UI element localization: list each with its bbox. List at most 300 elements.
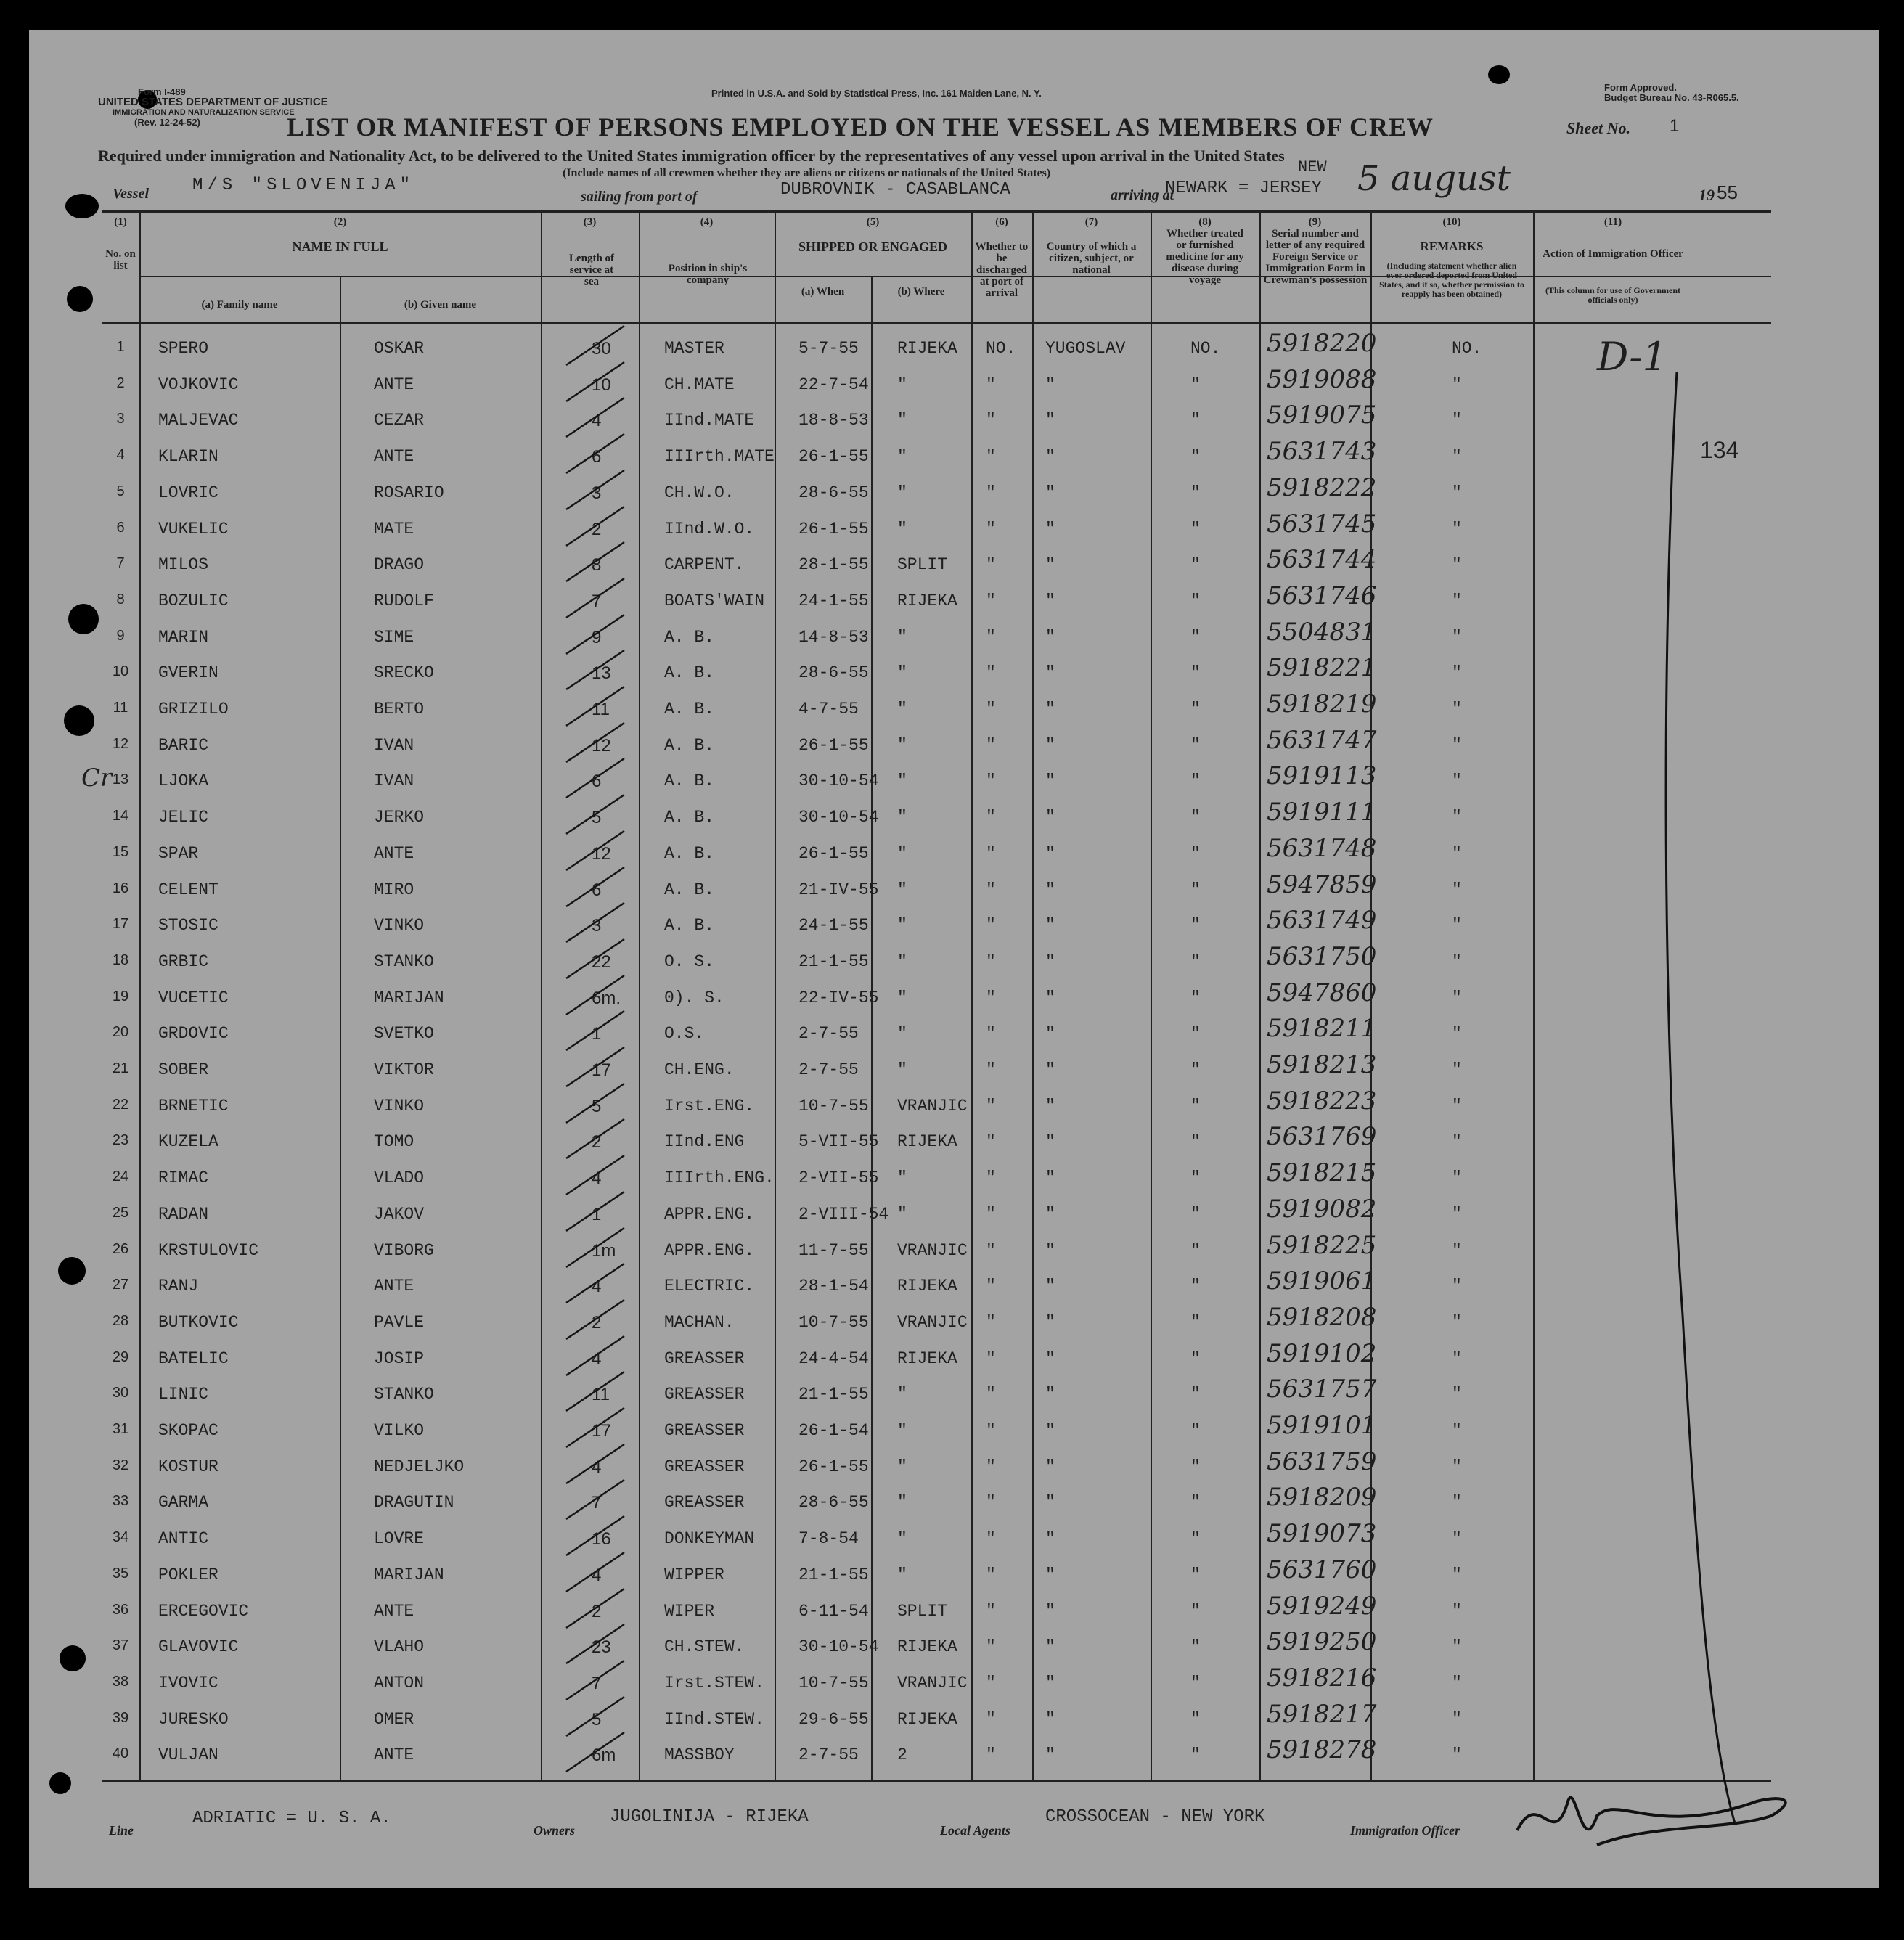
cell-remarks: " bbox=[1452, 375, 1462, 394]
cell-treated: " bbox=[1190, 1745, 1201, 1764]
cell-treated: " bbox=[1190, 880, 1201, 899]
cell-disch: " bbox=[986, 772, 996, 790]
cell-treated: " bbox=[1190, 1349, 1201, 1368]
cell-no: 19 bbox=[112, 989, 129, 1004]
cell-where: RIJEKA bbox=[897, 592, 957, 610]
cell-position: A. B. bbox=[664, 880, 715, 899]
cell-serial: 5918213 bbox=[1267, 1050, 1377, 1079]
col-number: (6) bbox=[995, 216, 1008, 228]
cell-length: 7 bbox=[592, 1493, 602, 1513]
cell-given: VLAHO bbox=[374, 1637, 425, 1656]
printer-note: Printed in U.S.A. and Sold by Statistical Press, Inc. 161 Maiden Lane, N. Y. bbox=[711, 88, 1042, 99]
cell-treated: " bbox=[1190, 1097, 1201, 1116]
cell-given: ROSARIO bbox=[374, 483, 444, 502]
col-rule bbox=[871, 276, 873, 1781]
cell-given: MIRO bbox=[374, 880, 414, 899]
cell-given: VLADO bbox=[374, 1168, 425, 1187]
cell-family: BUTKOVIC bbox=[158, 1313, 239, 1332]
cell-treated: " bbox=[1190, 1205, 1201, 1224]
cell-when: 4-7-55 bbox=[798, 700, 859, 719]
cell-treated: " bbox=[1190, 447, 1201, 466]
cell-no: 26 bbox=[112, 1241, 129, 1257]
cell-family: GRBIC bbox=[158, 952, 209, 971]
cell-treated: " bbox=[1190, 772, 1201, 790]
cell-no: 24 bbox=[112, 1168, 129, 1184]
cell-length: 3 bbox=[592, 483, 602, 503]
cell-when: 18-8-53 bbox=[798, 411, 869, 430]
cell-when: 26-1-55 bbox=[798, 736, 869, 755]
cell-position: Irst.STEW. bbox=[664, 1674, 765, 1693]
cell-where: " bbox=[897, 808, 907, 827]
cell-position: A. B. bbox=[664, 700, 715, 719]
cell-given: IVAN bbox=[374, 736, 414, 755]
cell-position: GREASSER bbox=[664, 1349, 745, 1368]
cell-country: " bbox=[1045, 1132, 1055, 1151]
cell-when: 26-1-55 bbox=[798, 844, 869, 863]
cell-country: " bbox=[1045, 880, 1055, 899]
cell-country: " bbox=[1045, 1168, 1055, 1187]
cell-remarks: " bbox=[1452, 1132, 1462, 1151]
cell-where: " bbox=[897, 1529, 907, 1548]
cell-treated: " bbox=[1190, 1637, 1201, 1656]
cell-family: VUCETIC bbox=[158, 989, 229, 1007]
cell-remarks: " bbox=[1452, 772, 1462, 790]
cell-where: VRANJIC bbox=[897, 1241, 968, 1260]
cell-country: " bbox=[1045, 1710, 1055, 1729]
cell-treated: " bbox=[1190, 663, 1201, 682]
cell-length: 8 bbox=[592, 555, 602, 575]
header-discharged: Whether to be discharged at port of arrival bbox=[975, 241, 1029, 299]
cell-given: DRAGUTIN bbox=[374, 1493, 454, 1512]
cell-treated: " bbox=[1190, 952, 1201, 971]
cell-disch: " bbox=[986, 1493, 996, 1512]
cell-serial: 5918223 bbox=[1267, 1086, 1377, 1116]
cell-serial: 5919102 bbox=[1267, 1339, 1377, 1368]
cell-remarks: " bbox=[1452, 411, 1462, 430]
punch-hole bbox=[65, 194, 99, 218]
cell-where: " bbox=[897, 483, 907, 502]
officer-label: Immigration Officer bbox=[1350, 1823, 1460, 1838]
cell-treated: " bbox=[1190, 989, 1201, 1007]
cell-where: RIJEKA bbox=[897, 1710, 957, 1729]
cell-no: 28 bbox=[112, 1313, 129, 1329]
cell-given: ANTE bbox=[374, 1602, 414, 1621]
owners-value: JUGOLINIJA - RIJEKA bbox=[610, 1807, 809, 1827]
cell-where: " bbox=[897, 772, 907, 790]
cell-remarks: " bbox=[1452, 844, 1462, 863]
cell-serial: 5631745 bbox=[1267, 509, 1377, 539]
cell-where: " bbox=[897, 1421, 907, 1440]
cell-remarks: " bbox=[1452, 1493, 1462, 1512]
cell-no: 3 bbox=[116, 411, 125, 427]
cell-serial: 5918221 bbox=[1267, 653, 1377, 682]
cell-serial: 5631747 bbox=[1267, 726, 1377, 755]
header-given: (b) Given name bbox=[404, 299, 477, 311]
cell-family: KUZELA bbox=[158, 1132, 218, 1151]
cell-remarks: " bbox=[1452, 520, 1462, 539]
cell-country: " bbox=[1045, 1565, 1055, 1584]
cell-length: 5 bbox=[592, 1710, 602, 1730]
vessel-name: M/S "SLOVENIJA" bbox=[192, 176, 415, 195]
cell-when: 10-7-55 bbox=[798, 1313, 869, 1332]
col-rule bbox=[541, 210, 542, 1781]
cell-given: SIME bbox=[374, 628, 414, 647]
sheet-number: 1 bbox=[1670, 116, 1680, 136]
cell-position: DONKEYMAN bbox=[664, 1529, 755, 1548]
cell-when: 30-10-54 bbox=[798, 772, 879, 790]
cell-position: GREASSER bbox=[664, 1457, 745, 1476]
cell-position: APPR.ENG. bbox=[664, 1241, 755, 1260]
cell-length: 1m bbox=[592, 1241, 616, 1261]
cell-disch: " bbox=[986, 663, 996, 682]
cell-where: " bbox=[897, 663, 907, 682]
col-rule bbox=[775, 210, 776, 1781]
cell-no: 17 bbox=[112, 916, 129, 932]
cell-no: 8 bbox=[116, 592, 125, 607]
cell-when: 28-6-55 bbox=[798, 483, 869, 502]
cell-given: STANKO bbox=[374, 1385, 434, 1404]
cell-where: " bbox=[897, 411, 907, 430]
punch-hole bbox=[1488, 65, 1510, 84]
cell-length: 2 bbox=[592, 1602, 602, 1621]
cell-serial: 5631749 bbox=[1267, 906, 1377, 935]
cell-no: 35 bbox=[112, 1565, 129, 1581]
cell-serial: 5919249 bbox=[1267, 1592, 1377, 1621]
col-number: (4) bbox=[700, 216, 714, 228]
cell-disch: " bbox=[986, 952, 996, 971]
cell-disch: " bbox=[986, 1168, 996, 1187]
cell-where: " bbox=[897, 700, 907, 719]
cell-disch: " bbox=[986, 592, 996, 610]
cell-position: CH.STEW. bbox=[664, 1637, 745, 1656]
cell-given: DRAGO bbox=[374, 555, 425, 574]
cell-when: 5-7-55 bbox=[798, 339, 859, 358]
cell-when: 6-11-54 bbox=[798, 1602, 869, 1621]
cell-disch: " bbox=[986, 1205, 996, 1224]
cell-position: MASSBOY bbox=[664, 1745, 735, 1764]
cell-family: STOSIC bbox=[158, 916, 218, 935]
line-value: ADRIATIC = U. S. A. bbox=[192, 1809, 391, 1828]
cell-no: 32 bbox=[112, 1457, 129, 1473]
cell-serial: 5631746 bbox=[1267, 581, 1377, 610]
cell-no: 36 bbox=[112, 1602, 129, 1618]
col-rule bbox=[340, 276, 341, 1781]
header-action: Action of Immigration Officer bbox=[1543, 248, 1683, 260]
cell-remarks: " bbox=[1452, 1745, 1462, 1764]
cell-where: SPLIT bbox=[897, 555, 948, 574]
cell-disch: " bbox=[986, 700, 996, 719]
cell-serial: 5918217 bbox=[1267, 1700, 1377, 1729]
cell-no: 38 bbox=[112, 1674, 129, 1690]
cell-given: CEZAR bbox=[374, 411, 425, 430]
cell-where: " bbox=[897, 1385, 907, 1404]
manifest-sheet bbox=[29, 30, 1879, 1888]
cell-remarks: " bbox=[1452, 880, 1462, 899]
cell-when: 21-IV-55 bbox=[798, 880, 879, 899]
cell-disch: " bbox=[986, 628, 996, 647]
col-number: (2) bbox=[333, 216, 347, 228]
cell-length: 3 bbox=[592, 916, 602, 936]
cell-when: 24-4-54 bbox=[798, 1349, 869, 1368]
cell-length: 4 bbox=[592, 1565, 602, 1585]
cell-treated: " bbox=[1190, 375, 1201, 394]
revision: (Rev. 12-24-52) bbox=[134, 117, 200, 128]
cell-given: JOSIP bbox=[374, 1349, 425, 1368]
cell-family: BOZULIC bbox=[158, 592, 229, 610]
cell-given: ANTE bbox=[374, 375, 414, 394]
punch-hole bbox=[64, 705, 94, 736]
cell-country: " bbox=[1045, 1602, 1055, 1621]
cell-given: ANTE bbox=[374, 447, 414, 466]
cell-given: VIKTOR bbox=[374, 1060, 434, 1079]
cell-serial: 5631759 bbox=[1267, 1447, 1377, 1476]
cell-where: " bbox=[897, 1168, 907, 1187]
cell-no: 23 bbox=[112, 1132, 129, 1148]
cell-when: 28-1-55 bbox=[798, 555, 869, 574]
cell-remarks: " bbox=[1452, 1565, 1462, 1584]
cell-treated: NO. bbox=[1190, 339, 1221, 358]
cell-remarks: " bbox=[1452, 1205, 1462, 1224]
header-no: No. on list bbox=[105, 248, 136, 271]
cell-given: RUDOLF bbox=[374, 592, 434, 610]
cell-position: A. B. bbox=[664, 808, 715, 827]
cell-given: VIBORG bbox=[374, 1241, 434, 1260]
cell-country: " bbox=[1045, 375, 1055, 394]
cell-when: 21-1-55 bbox=[798, 1565, 869, 1584]
cell-disch: " bbox=[986, 1674, 996, 1693]
cell-country: " bbox=[1045, 700, 1055, 719]
cell-length: 1 bbox=[592, 1024, 602, 1044]
cell-country: " bbox=[1045, 1097, 1055, 1116]
cell-disch: NO. bbox=[986, 339, 1016, 358]
cell-remarks: " bbox=[1452, 1168, 1462, 1187]
cell-country: " bbox=[1045, 1024, 1055, 1043]
cell-serial: 5631748 bbox=[1267, 834, 1377, 863]
col-rule bbox=[1151, 210, 1152, 1781]
cell-serial: 5631757 bbox=[1267, 1375, 1377, 1404]
cell-given: NEDJELJKO bbox=[374, 1457, 465, 1476]
cell-treated: " bbox=[1190, 483, 1201, 502]
cell-disch: " bbox=[986, 1745, 996, 1764]
cell-treated: " bbox=[1190, 411, 1201, 430]
cell-family: SPERO bbox=[158, 339, 209, 358]
cell-no: 39 bbox=[112, 1710, 129, 1726]
cell-country: " bbox=[1045, 1493, 1055, 1512]
cell-country: " bbox=[1045, 1241, 1055, 1260]
cell-where: " bbox=[897, 989, 907, 1007]
header-remarks-note: (Including statement whether alien ever ordered deported from United States, and if so, whether permission to reapply has been obtained) bbox=[1379, 261, 1524, 299]
cell-position: O.S. bbox=[664, 1024, 705, 1043]
col-rule bbox=[1032, 210, 1034, 1781]
header-remarks: REMARKS bbox=[1420, 240, 1484, 253]
cell-disch: " bbox=[986, 1097, 996, 1116]
cell-country: " bbox=[1045, 1060, 1055, 1079]
cell-no: 5 bbox=[116, 483, 125, 499]
cell-remarks: " bbox=[1452, 1674, 1462, 1693]
header-treated: Whether treated or furnished medicine for any disease during voyage bbox=[1166, 228, 1244, 286]
cell-no: 13 bbox=[112, 772, 129, 787]
cell-no: 18 bbox=[112, 952, 129, 968]
cell-family: MALJEVAC bbox=[158, 411, 239, 430]
col-rule bbox=[1259, 210, 1261, 1781]
cell-disch: " bbox=[986, 1241, 996, 1260]
cell-given: STANKO bbox=[374, 952, 434, 971]
cell-remarks: " bbox=[1452, 1313, 1462, 1332]
cell-when: 24-1-55 bbox=[798, 592, 869, 610]
cell-serial: 5504831 bbox=[1267, 618, 1377, 647]
cell-given: PAVLE bbox=[374, 1313, 425, 1332]
cell-given: VINKO bbox=[374, 1097, 425, 1116]
cell-given: ANTON bbox=[374, 1674, 425, 1693]
cell-country: " bbox=[1045, 1529, 1055, 1548]
cell-length: 5 bbox=[592, 808, 602, 827]
cell-length: 10 bbox=[592, 375, 611, 395]
cell-remarks: NO. bbox=[1452, 339, 1482, 358]
col-number: (7) bbox=[1084, 216, 1098, 228]
cell-when: 2-VII-55 bbox=[798, 1168, 879, 1187]
cell-family: RIMAC bbox=[158, 1168, 209, 1187]
cell-position: WIPER bbox=[664, 1602, 715, 1621]
cell-length: 6m. bbox=[592, 989, 621, 1008]
cell-length: 7 bbox=[592, 1674, 602, 1693]
cell-treated: " bbox=[1190, 1060, 1201, 1079]
cell-treated: " bbox=[1190, 1529, 1201, 1548]
cell-given: SRECKO bbox=[374, 663, 434, 682]
cell-when: 21-1-55 bbox=[798, 1385, 869, 1404]
cell-remarks: " bbox=[1452, 447, 1462, 466]
cell-disch: " bbox=[986, 1313, 996, 1332]
cell-given: IVAN bbox=[374, 772, 414, 790]
cell-position: IInd.STEW. bbox=[664, 1710, 765, 1729]
cell-country: " bbox=[1045, 1205, 1055, 1224]
cell-given: ANTE bbox=[374, 1277, 414, 1296]
cell-serial: 5918219 bbox=[1267, 689, 1377, 719]
cell-disch: " bbox=[986, 989, 996, 1007]
cell-when: 26-1-54 bbox=[798, 1421, 869, 1440]
cell-country: " bbox=[1045, 808, 1055, 827]
cell-country: " bbox=[1045, 592, 1055, 610]
header-position: Position in ship's company bbox=[668, 263, 748, 286]
cell-given: SVETKO bbox=[374, 1024, 434, 1043]
cell-treated: " bbox=[1190, 700, 1201, 719]
cell-country: " bbox=[1045, 447, 1055, 466]
header-shipped: SHIPPED OR ENGAGED bbox=[798, 240, 948, 254]
cell-position: A. B. bbox=[664, 663, 715, 682]
cell-treated: " bbox=[1190, 844, 1201, 863]
header-country: Country of which a citizen, subject, or national bbox=[1046, 241, 1137, 276]
cell-length: 9 bbox=[592, 628, 602, 647]
year: 55 bbox=[1717, 181, 1738, 203]
cell-where: " bbox=[897, 736, 907, 755]
col-rule bbox=[639, 210, 640, 1781]
cell-family: LJOKA bbox=[158, 772, 209, 790]
cell-no: 29 bbox=[112, 1349, 129, 1365]
cell-length: 4 bbox=[592, 411, 602, 430]
cell-when: 5-VII-55 bbox=[798, 1132, 879, 1151]
service: IMMIGRATION AND NATURALIZATION SERVICE bbox=[113, 108, 295, 117]
header-family: (a) Family name bbox=[201, 299, 278, 311]
cell-disch: " bbox=[986, 1602, 996, 1621]
cell-family: SPAR bbox=[158, 844, 199, 863]
cell-where: " bbox=[897, 916, 907, 935]
sailing-label: sailing from port of bbox=[581, 189, 698, 205]
cell-country: " bbox=[1045, 916, 1055, 935]
cell-serial: 5918220 bbox=[1267, 329, 1377, 358]
cell-where: RIJEKA bbox=[897, 1277, 957, 1296]
cell-remarks: " bbox=[1452, 1710, 1462, 1729]
cell-no: 7 bbox=[116, 555, 125, 571]
owners-label: Owners bbox=[534, 1823, 576, 1838]
cell-no: 15 bbox=[112, 844, 129, 860]
cell-disch: " bbox=[986, 1421, 996, 1440]
punch-hole bbox=[58, 1257, 86, 1285]
cell-disch: " bbox=[986, 483, 996, 502]
cell-position: CARPENT. bbox=[664, 555, 745, 574]
header-length: Length of service at sea bbox=[568, 253, 615, 287]
cell-where: " bbox=[897, 880, 907, 899]
cell-where: " bbox=[897, 1457, 907, 1476]
cell-disch: " bbox=[986, 844, 996, 863]
cell-when: 2-7-55 bbox=[798, 1024, 859, 1043]
cell-position: WIPPER bbox=[664, 1565, 724, 1584]
cell-disch: " bbox=[986, 1132, 996, 1151]
cell-no: 21 bbox=[112, 1060, 129, 1076]
cell-position: CH.MATE bbox=[664, 375, 735, 394]
cell-treated: " bbox=[1190, 555, 1201, 574]
cell-treated: " bbox=[1190, 1493, 1201, 1512]
cell-length: 2 bbox=[592, 520, 602, 539]
action-mark: D-1 bbox=[1597, 334, 1667, 380]
cell-country: " bbox=[1045, 628, 1055, 647]
cell-disch: " bbox=[986, 1060, 996, 1079]
cell-length: 12 bbox=[592, 736, 611, 756]
cell-position: GREASSER bbox=[664, 1385, 745, 1404]
cell-length: 23 bbox=[592, 1637, 611, 1657]
cell-where: " bbox=[897, 844, 907, 863]
cell-serial: 5918222 bbox=[1267, 473, 1377, 502]
cell-position: A. B. bbox=[664, 844, 715, 863]
cell-country: " bbox=[1045, 1674, 1055, 1693]
cell-no: 12 bbox=[112, 736, 129, 752]
cell-length: 11 bbox=[592, 700, 610, 719]
cell-no: 16 bbox=[112, 880, 129, 896]
cell-no: 30 bbox=[112, 1385, 129, 1401]
cell-when: 26-1-55 bbox=[798, 520, 869, 539]
cell-serial: 5918209 bbox=[1267, 1483, 1377, 1512]
cell-position: IIIrth.ENG. bbox=[664, 1168, 775, 1187]
cell-no: 1 bbox=[116, 339, 125, 355]
cell-position: IInd.MATE bbox=[664, 411, 755, 430]
cell-serial: 5918208 bbox=[1267, 1303, 1377, 1332]
cell-remarks: " bbox=[1452, 1241, 1462, 1260]
cell-when: 26-1-55 bbox=[798, 447, 869, 466]
cell-when: 28-1-54 bbox=[798, 1277, 869, 1296]
cell-serial: 5919113 bbox=[1267, 761, 1377, 790]
cell-country: " bbox=[1045, 1385, 1055, 1404]
cell-family: KOSTUR bbox=[158, 1457, 218, 1476]
cell-position: CH.ENG. bbox=[664, 1060, 735, 1079]
cell-family: JELIC bbox=[158, 808, 209, 827]
vessel-label: Vessel bbox=[113, 186, 149, 202]
cell-serial: 5947859 bbox=[1267, 870, 1377, 899]
punch-hole bbox=[49, 1772, 71, 1794]
cell-length: 16 bbox=[592, 1529, 611, 1549]
cell-family: ANTIC bbox=[158, 1529, 209, 1548]
cell-where: " bbox=[897, 1565, 907, 1584]
cell-country: " bbox=[1045, 1349, 1055, 1368]
cell-when: 26-1-55 bbox=[798, 1457, 869, 1476]
cell-country: " bbox=[1045, 772, 1055, 790]
